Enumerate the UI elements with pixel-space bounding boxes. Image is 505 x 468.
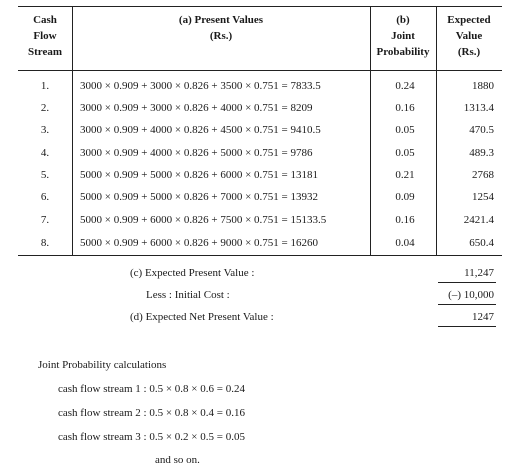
row-number: 8. <box>40 237 50 249</box>
row-number: 7. <box>40 214 50 226</box>
expected-value: 1254 <box>472 191 494 203</box>
present-value-calc: 3000 × 0.909 + 3000 × 0.826 + 4000 × 0.751 = 8209 <box>80 102 313 114</box>
joint-probability: 0.24 <box>395 80 415 92</box>
initial-cost-label: Less : Initial Cost : <box>146 289 230 301</box>
expected-pv-label: (c) Expected Present Value : <box>130 267 255 279</box>
header-line: Value <box>455 30 483 42</box>
notes-line: cash flow stream 1 : 0.5 × 0.8 × 0.6 = 0.24 <box>58 383 245 395</box>
cash-flow-table <box>18 6 502 256</box>
header-line: Expected <box>447 14 491 26</box>
header-line: (Rs.) <box>457 46 481 58</box>
notes-title: Joint Probability calculations <box>38 359 167 371</box>
expected-npv-label: (d) Expected Net Present Value : <box>130 311 274 323</box>
joint-probability: 0.05 <box>395 124 415 136</box>
notes-line: cash flow stream 2 : 0.5 × 0.8 × 0.4 = 0.16 <box>58 407 245 419</box>
expected-npv-underline <box>438 326 496 327</box>
header-line: Flow <box>33 30 57 42</box>
expected-value: 650.4 <box>469 237 494 249</box>
row-number: 5. <box>40 169 50 181</box>
row-number: 4. <box>40 147 50 159</box>
joint-probability: 0.21 <box>395 169 415 181</box>
row-number: 1. <box>40 80 50 92</box>
expected-pv-underline <box>438 282 496 283</box>
header-expected-value <box>436 12 502 60</box>
expected-value: 2768 <box>472 169 494 181</box>
table-header-rule <box>18 70 502 71</box>
expected-value: 1313.4 <box>463 102 494 114</box>
present-value-calc: 3000 × 0.909 + 3000 × 0.826 + 3500 × 0.751 = 7833.5 <box>80 80 321 92</box>
present-value-calc: 5000 × 0.909 + 5000 × 0.826 + 7000 × 0.751 = 13932 <box>80 191 318 203</box>
joint-probability: 0.05 <box>395 147 415 159</box>
present-value-calc: 3000 × 0.909 + 4000 × 0.826 + 4500 × 0.751 = 9410.5 <box>80 124 321 136</box>
present-value-calc: 5000 × 0.909 + 6000 × 0.826 + 7500 × 0.751 = 15133.5 <box>80 214 327 226</box>
expected-value: 470.5 <box>469 124 494 136</box>
present-value-calc: 3000 × 0.909 + 4000 × 0.826 + 5000 × 0.751 = 9786 <box>80 147 313 159</box>
present-value-calc: 5000 × 0.909 + 6000 × 0.826 + 9000 × 0.751 = 16260 <box>80 237 318 249</box>
joint-probability: 0.09 <box>395 191 415 203</box>
header-line: (a) Present Values <box>178 14 264 26</box>
joint-probability: 0.16 <box>395 214 415 226</box>
initial-cost-underline <box>438 304 496 305</box>
header-cash-flow-stream <box>18 12 72 60</box>
row-number: 6. <box>40 191 50 203</box>
header-present-values <box>72 12 370 44</box>
present-value-calc: 5000 × 0.909 + 5000 × 0.826 + 6000 × 0.751 = 13181 <box>80 169 318 181</box>
joint-probability: 0.04 <box>395 237 415 249</box>
header-line: (Rs.) <box>209 30 233 42</box>
header-line: Stream <box>27 46 62 58</box>
notes-line: cash flow stream 3 : 0.5 × 0.2 × 0.5 = 0.05 <box>58 431 245 443</box>
header-joint-probability <box>370 12 436 60</box>
table-top-rule <box>18 6 502 7</box>
header-line: (b) <box>396 14 410 26</box>
expected-pv-value: 11,247 <box>464 267 494 279</box>
joint-probability: 0.16 <box>395 102 415 114</box>
header-line: Probability <box>376 46 430 58</box>
notes-closing: and so on. <box>155 454 200 466</box>
expected-value: 489.3 <box>469 147 494 159</box>
expected-npv-value: 1247 <box>472 311 494 323</box>
row-number: 3. <box>40 124 50 136</box>
row-number: 2. <box>40 102 50 114</box>
table-bottom-rule <box>18 255 502 256</box>
expected-value: 1880 <box>472 80 494 92</box>
header-line: Cash <box>33 14 57 26</box>
expected-value: 2421.4 <box>463 214 494 226</box>
header-line: Joint <box>391 30 415 42</box>
initial-cost-value: (–) 10,000 <box>448 289 494 301</box>
